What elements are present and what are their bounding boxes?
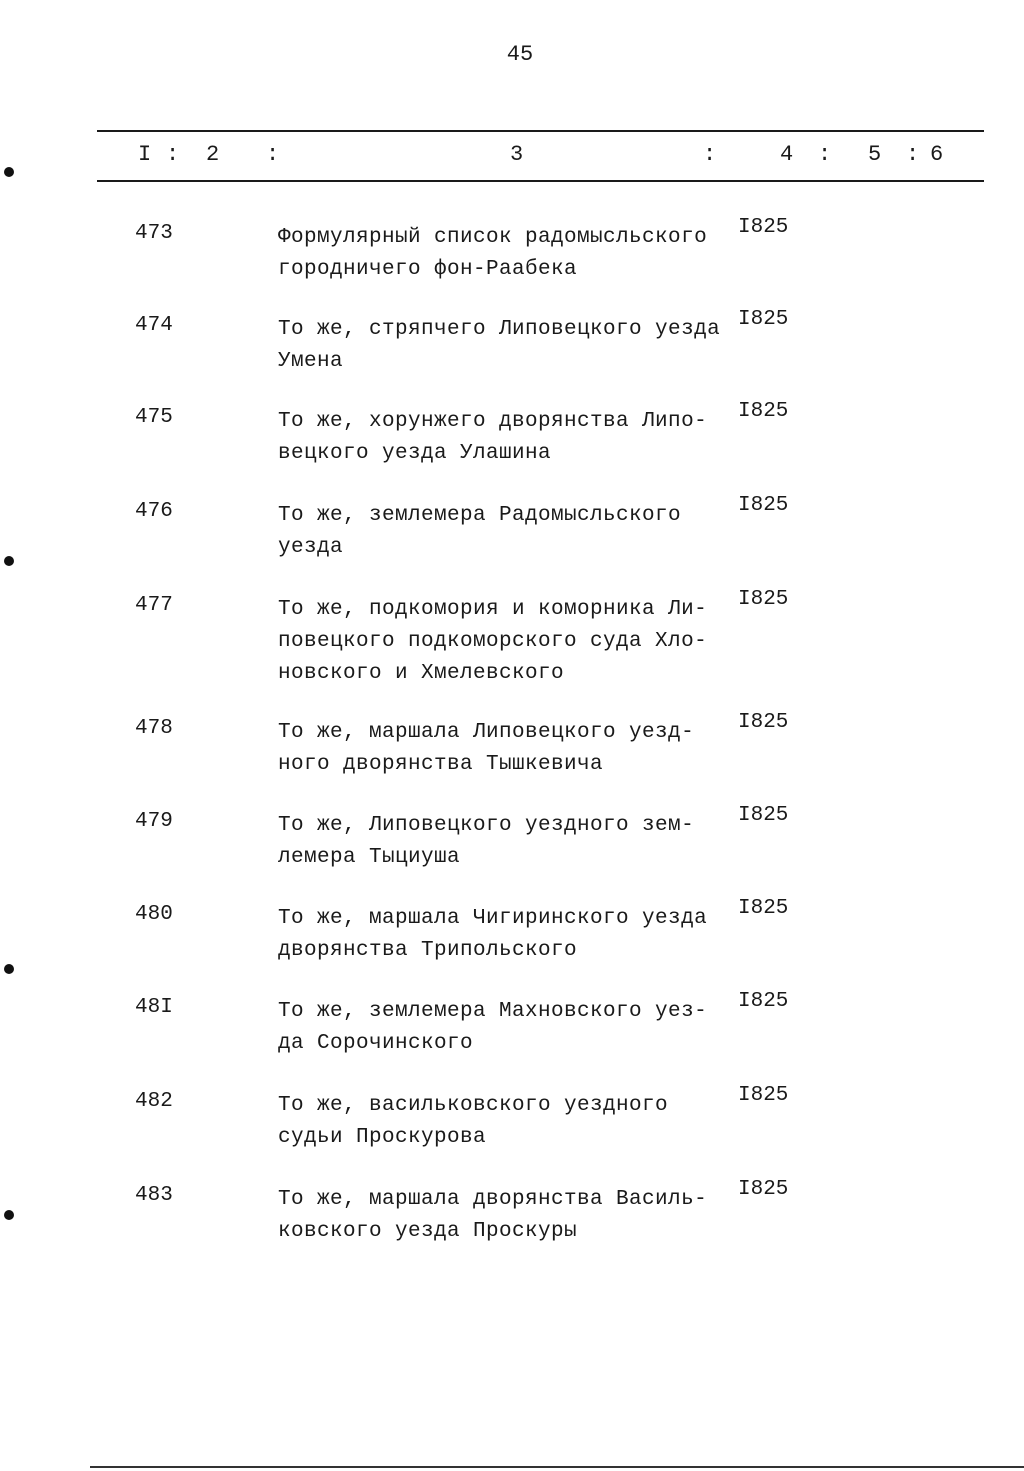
item-number: 480 [135,903,173,926]
item-number: 476 [135,500,173,523]
page-number: 45 [506,42,534,67]
item-year: I825 [738,804,789,827]
item-number: 48I [135,996,173,1019]
header-top-rule [97,130,984,132]
column-separator: : [166,142,180,167]
column-header-6: 6 [930,142,944,167]
item-year: I825 [738,897,789,920]
item-year: I825 [738,216,789,239]
binding-hole-mark [4,1210,14,1220]
item-description: То же, подкомория и коморника Ли- повецкого подкоморского суда Хло- новского и Хмелевского [278,598,708,685]
list-item [0,804,1024,890]
item-description: То же, Липовецкого уездного зем- лемера Тыциуша [278,814,695,869]
item-number: 482 [135,1090,173,1113]
list-item [0,588,1024,685]
list-item [0,990,1024,1076]
item-year: I825 [738,308,789,331]
item-number: 483 [135,1184,173,1207]
item-year: I825 [738,588,789,611]
page-bottom-edge [90,1466,1024,1468]
item-description: То же, маршала Чигиринского уезда дворянства Трипольского [278,907,708,962]
item-number: 474 [135,314,173,337]
column-separator: : [818,142,832,167]
list-item [0,897,1024,983]
column-separator: : [906,142,920,167]
column-header-2: 2 [206,142,220,167]
column-separator: : [266,142,280,167]
item-description: То же, васильковского уездного судьи Проскурова [278,1094,669,1149]
binding-hole-mark [4,964,14,974]
list-item [0,1178,1024,1264]
item-year: I825 [738,494,789,517]
list-item [0,494,1024,580]
item-year: I825 [738,400,789,423]
item-year: I825 [738,990,789,1013]
binding-hole-mark [4,167,14,177]
header-bottom-rule [97,180,984,182]
item-description: То же, стряпчего Липовецкого уезда Умена [278,318,721,373]
item-description: То же, землемера Махновского уез- да Сорочинского [278,1000,708,1055]
item-number: 475 [135,406,173,429]
list-item [0,216,1024,302]
column-header-5: 5 [868,142,882,167]
column-header-4: 4 [780,142,794,167]
item-number: 479 [135,810,173,833]
column-header-1: I [138,142,152,167]
item-year: I825 [738,1084,789,1107]
column-separator: : [703,142,717,167]
item-number: 478 [135,717,173,740]
item-description: То же, маршала дворянства Василь- ковского уезда Проскуры [278,1188,708,1243]
item-description: То же, маршала Липовецкого уезд- ного дворянства Тышкевича [278,721,695,776]
list-item [0,308,1024,394]
list-item [0,400,1024,486]
item-number: 477 [135,594,173,617]
item-description: Формулярный список радомысльского городничего фон-Раабека [278,226,708,281]
binding-hole-mark [4,556,14,566]
item-description: То же, землемера Радомысльского уезда [278,504,682,559]
list-item [0,1084,1024,1170]
item-year: I825 [738,1178,789,1201]
column-header-3: 3 [510,142,524,167]
item-number: 473 [135,222,173,245]
item-year: I825 [738,711,789,734]
list-item [0,711,1024,797]
item-description: То же, хорунжего дворянства Липо- вецкого уезда Улашина [278,410,708,465]
